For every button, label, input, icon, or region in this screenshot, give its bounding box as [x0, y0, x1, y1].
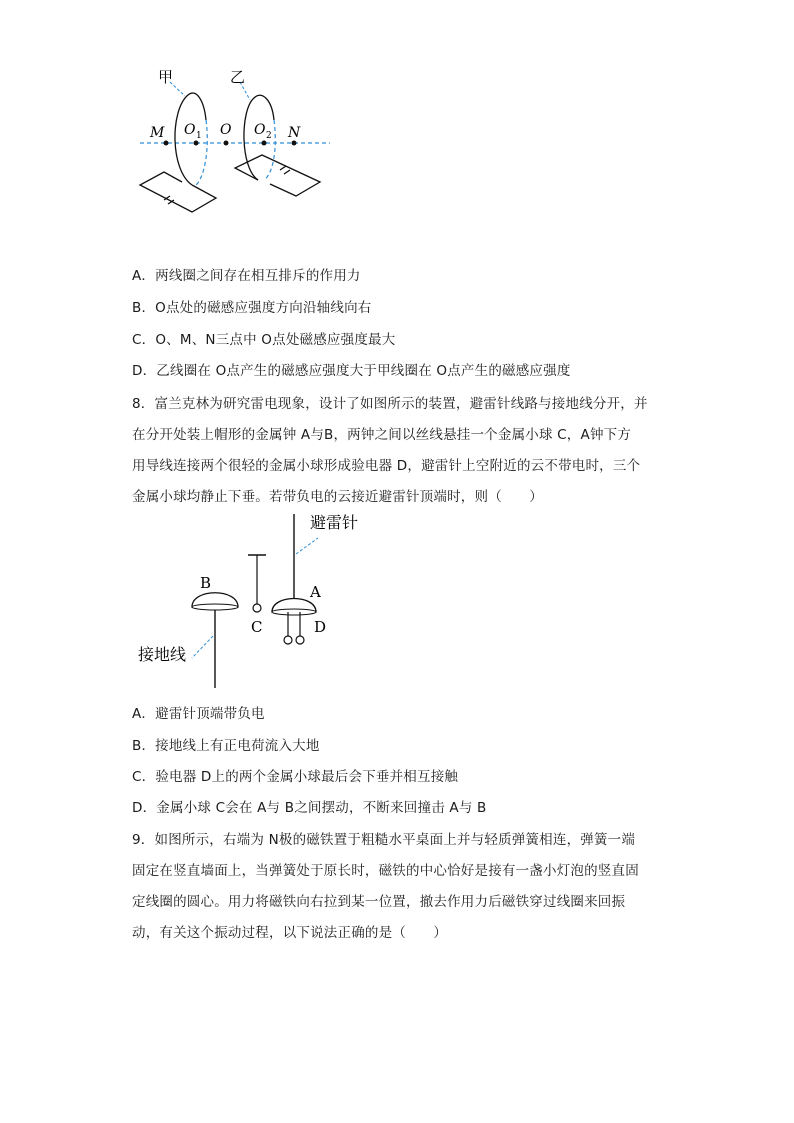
label-D: D — [314, 618, 327, 636]
two-coils-figure — [130, 60, 340, 220]
label-C: C — [251, 618, 263, 636]
label-yi: 乙 — [230, 68, 246, 86]
q8-stem-line-3: 用导线连接两个很轻的金属小球形成验电器 D，避雷针上空附近的云不带电时，三个 — [132, 458, 641, 474]
point-N — [292, 141, 297, 146]
q8-stem-line-4: 金属小球均静止下垂。若带负电的云接近避雷针顶端时，则（ ） — [132, 489, 543, 505]
label-O: O — [220, 122, 232, 138]
q8-stem-line-1: 8．富兰克林为研究雷电现象，设计了如图所示的装置，避雷针线路与接地线分开，并 — [132, 396, 648, 412]
label-jia: 甲 — [158, 68, 174, 86]
label-O2: O — [254, 122, 266, 138]
electroscope-ball-left — [284, 636, 292, 644]
label-lightning-rod: 避雷针 — [310, 513, 359, 532]
q9-stem-line-1: 9．如图所示，右端为 N极的磁铁置于粗糙水平桌面上并与轻质弹簧相连，弹簧一端 — [132, 832, 636, 848]
label-O1: O — [184, 122, 196, 138]
q7-option-c: C．O、M、N三点中 O点处磁感应强度最大 — [132, 332, 396, 348]
point-O2 — [262, 141, 267, 146]
q8-stem-line-2: 在分开处装上帽形的金属钟 A与B，两钟之间以丝线悬挂一个金属小球 C，A钟下方 — [132, 427, 632, 443]
point-O — [224, 141, 229, 146]
point-O1 — [194, 141, 199, 146]
electroscope-ball-right — [296, 636, 304, 644]
franklin-bell-figure — [130, 508, 380, 693]
q7-option-d: D．乙线圈在 O点产生的磁感应强度大于甲线圈在 O点产生的磁感应强度 — [132, 363, 571, 379]
q8-option-b: B．接地线上有正电荷流入大地 — [132, 738, 320, 754]
q8-option-a: A．避雷针顶端带负电 — [132, 706, 265, 722]
q7-option-a: A．两线圈之间存在相互排斥的作用力 — [132, 268, 361, 284]
q8-option-c: C．验电器 D上的两个金属小球最后会下垂并相互接触 — [132, 769, 459, 785]
label-O2-sub: 2 — [266, 131, 272, 141]
label-ground: 接地线 — [138, 645, 187, 664]
label-N: N — [288, 125, 301, 141]
label-B: B — [200, 574, 212, 592]
q9-stem-line-3: 定线圈的圆心。用力将磁铁向右拉到某一位置，撤去作用力后磁铁穿过线圈来回振 — [132, 894, 626, 910]
q8-option-d: D．金属小球 C会在 A与 B之间摆动，不断来回撞击 A与 B — [132, 800, 487, 816]
circuit-jia — [140, 172, 216, 212]
label-O1-sub: 1 — [196, 131, 202, 141]
point-M — [164, 141, 169, 146]
q9-stem-line-4: 动，有关这个振动过程，以下说法正确的是（ ） — [132, 925, 448, 941]
label-A: A — [310, 583, 321, 601]
q7-option-b: B．O点处的磁感应强度方向沿轴线向右 — [132, 300, 372, 316]
ball-C — [253, 604, 261, 612]
label-M: M — [150, 125, 165, 141]
q9-stem-line-2: 固定在竖直墙面上，当弹簧处于原长时，磁铁的中心恰好是接有一盏小灯泡的竖直固 — [132, 863, 639, 879]
circuit-yi — [235, 155, 320, 196]
